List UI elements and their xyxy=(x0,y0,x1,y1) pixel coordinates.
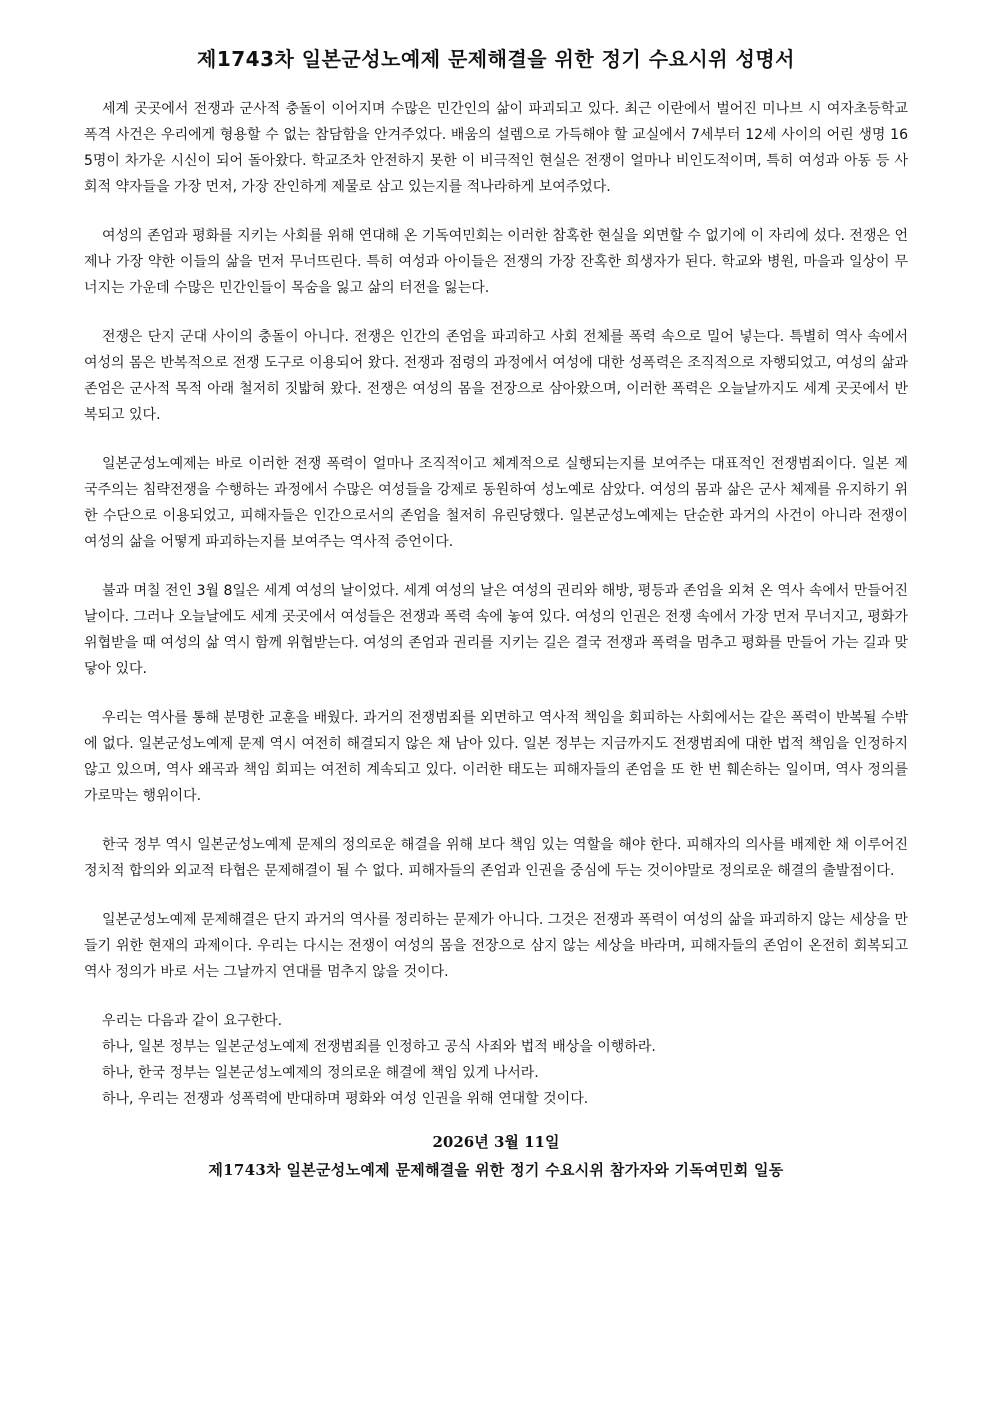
paragraph: 일본군성노예제 문제해결은 단지 과거의 역사를 정리하는 문제가 아니다. 그것은 전쟁과 폭력이 여성의 삶을 파괴하지 않는 세상을 만들기 위한 현재의 과제이다. 우리는 다시는 전쟁이 여성의 몸을 전장으로 삼지 않는 세상을 바라며, 피해자들의 존엄이 온전히 회복되고 역사 정의가 바로 서는 그날까지 연대를 멈추지 않을 것이다. xyxy=(84,912,908,980)
signatories: 제1743차 일본군성노예제 문제해결을 위한 정기 수요시위 참가자와 기독여민회 일동 xyxy=(208,1161,784,1179)
demand-item: 하나, 우리는 전쟁과 성폭력에 반대하며 평화와 여성 인권을 위해 연대할 것이다. xyxy=(102,1091,589,1107)
demands-list xyxy=(84,1008,908,1112)
statement-date: 2026년 3월 11일 xyxy=(432,1133,560,1151)
paragraph: 불과 며칠 전인 3월 8일은 세계 여성의 날이었다. 세계 여성의 날은 여성의 권리와 해방, 평등과 존엄을 외쳐 온 역사 속에서 만들어진 날이다. 그러나 오늘날에도 세계 곳곳에서 여성들은 전쟁과 폭력 속에 놓여 있다. 여성의 인권은 전쟁 속에서 가장 먼저 무너지고, 평화가 위협받을 때 여성의 삶 역시 함께 위협받는다. 여성의 존엄과 권리를 지키는 길은 결국 전쟁과 폭력을 멈추고 평화를 만들어 가는 길과 맞닿아 있다. xyxy=(84,583,908,677)
demand-item: 하나, 일본 정부는 일본군성노예제 전쟁범죄를 인정하고 공식 사죄와 법적 배상을 이행하라. xyxy=(102,1039,656,1055)
demand-item: 하나, 한국 정부는 일본군성노예제의 정의로운 해결에 책임 있게 나서라. xyxy=(102,1065,539,1081)
paragraph: 전쟁은 단지 군대 사이의 충돌이 아니다. 전쟁은 인간의 존엄을 파괴하고 사회 전체를 폭력 속으로 밀어 넣는다. 특별히 역사 속에서 여성의 몸은 반복적으로 전쟁 도구로 이용되어 왔다. 전쟁과 점령의 과정에서 여성에 대한 성폭력은 조직적으로 자행되었고, 여성의 삶과 존엄은 군사적 목적 아래 철저히 짓밟혀 왔다. 전쟁은 여성의 몸을 전장으로 삼아왔으며, 이러한 폭력은 오늘날까지도 세계 곳곳에서 반복되고 있다. xyxy=(84,329,908,423)
paragraph: 세계 곳곳에서 전쟁과 군사적 충돌이 이어지며 수많은 민간인의 삶이 파괴되고 있다. 최근 이란에서 벌어진 미나브 시 여자초등학교 폭격 사건은 우리에게 형용할 수 없는 참담함을 안겨주었다. 배움의 설렘으로 가득해야 할 교실에서 7세부터 12세 사이의 어린 생명 165명이 차가운 시신이 되어 돌아왔다. 학교조차 안전하지 못한 이 비극적인 현실은 전쟁이 얼마나 비인도적이며, 특히 여성과 아동 등 사회적 약자들을 가장 먼저, 가장 잔인하게 제물로 삼고 있는지를 적나라하게 보여주었다. xyxy=(84,101,908,195)
paragraph: 일본군성노예제는 바로 이러한 전쟁 폭력이 얼마나 조직적이고 체계적으로 실행되는지를 보여주는 대표적인 전쟁범죄이다. 일본 제국주의는 침략전쟁을 수행하는 과정에서 수많은 여성들을 강제로 동원하여 성노예로 삼았다. 여성의 몸과 삶은 군사 체제를 유지하기 위한 수단으로 이용되었고, 피해자들은 인간으로서의 존엄을 철저히 유린당했다. 일본군성노예제는 단순한 과거의 사건이 아니라 전쟁이 여성의 삶을 어떻게 파괴하는지를 보여주는 역사적 증언이다. xyxy=(84,456,908,550)
paragraph: 여성의 존엄과 평화를 지키는 사회를 위해 연대해 온 기독여민회는 이러한 참혹한 현실을 외면할 수 없기에 이 자리에 섰다. 전쟁은 언제나 가장 약한 이들의 삶을 먼저 무너뜨린다. 특히 여성과 아이들은 전쟁의 가장 잔혹한 희생자가 된다. 학교와 병원, 마을과 일상이 무너지는 가운데 수많은 민간인들이 목숨을 잃고 삶의 터전을 잃는다. xyxy=(84,228,908,296)
statement-body xyxy=(84,96,908,1112)
demands-intro: 우리는 다음과 같이 요구한다. xyxy=(102,1013,283,1029)
paragraph: 우리는 역사를 통해 분명한 교훈을 배웠다. 과거의 전쟁범죄를 외면하고 역사적 책임을 회피하는 사회에서는 같은 폭력이 반복될 수밖에 없다. 일본군성노예제 문제 역시 여전히 해결되지 않은 채 남아 있다. 일본 정부는 지금까지도 전쟁범죄에 대한 법적 책임을 인정하지 않고 있으며, 역사 왜곡과 책임 회피는 여전히 계속되고 있다. 이러한 태도는 피해자들의 존엄을 또 한 번 훼손하는 일이며, 역사 정의를 가로막는 행위이다. xyxy=(84,710,908,804)
document-title: 제1743차 일본군성노예제 문제해결을 위한 정기 수요시위 성명서 xyxy=(197,47,795,71)
paragraph: 한국 정부 역시 일본군성노예제 문제의 정의로운 해결을 위해 보다 책임 있는 역할을 해야 한다. 피해자의 의사를 배제한 채 이루어진 정치적 합의와 외교적 타협은 문제해결이 될 수 없다. 피해자들의 존엄과 인권을 중심에 두는 것이야말로 정의로운 해결의 출발점이다. xyxy=(84,837,908,879)
closing-block xyxy=(84,1128,908,1184)
